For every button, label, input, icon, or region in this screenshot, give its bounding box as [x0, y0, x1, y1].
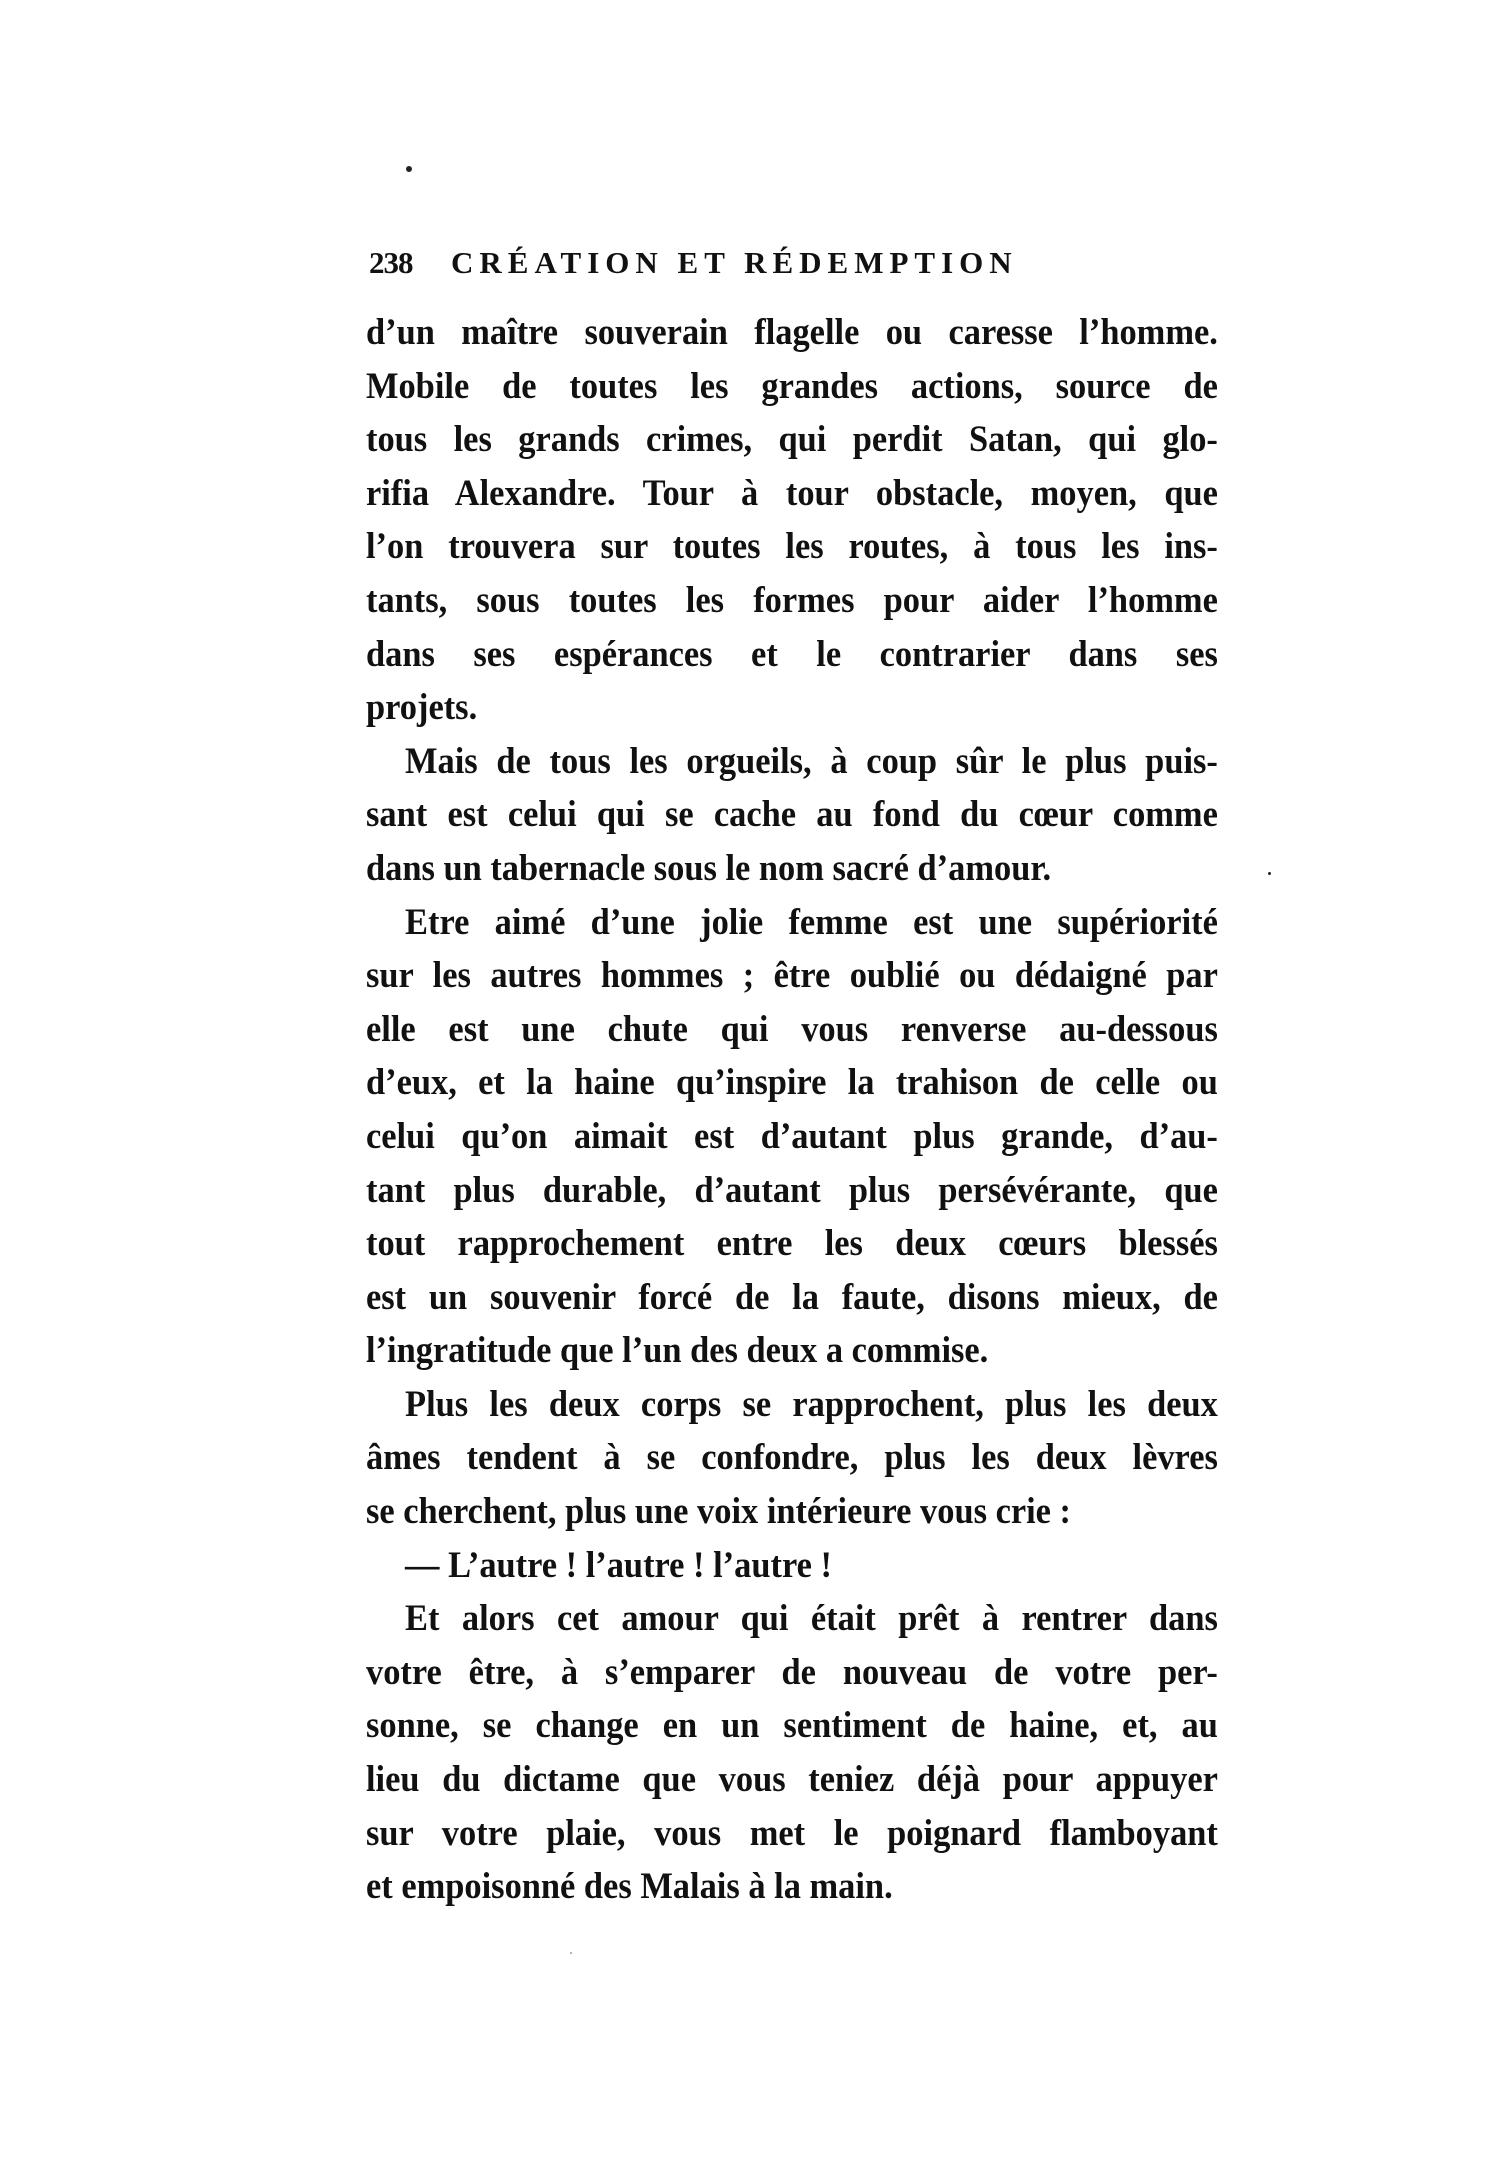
print-speck — [570, 1952, 572, 1954]
text-line: Et alors cet amour qui était prêt à rentrer dans — [405, 1598, 1218, 1640]
text-line: lieu du dictame que vous teniez déjà pour appuyer — [366, 1759, 1218, 1801]
text-line: Etre aimé d’une jolie femme est une supériorité — [405, 901, 1218, 943]
text-line: rifia Alexandre. Tour à tour obstacle, moyen, que — [366, 472, 1218, 514]
paragraph — [366, 306, 1218, 735]
text-line: sant est celui qui se cache au fond du cœur comme — [366, 794, 1218, 836]
text-line: d’un maître souverain flagelle ou caresse l’homme. — [366, 312, 1218, 353]
running-header — [369, 240, 1219, 286]
running-title: CRÉATION ET RÉDEMPTION — [451, 245, 1018, 280]
paragraph — [366, 1378, 1218, 1539]
text-line: sur votre plaie, vous met le poignard flamboyant — [366, 1812, 1218, 1854]
text-line: elle est une chute qui vous renverse au-dessous — [366, 1008, 1218, 1050]
paragraph — [366, 896, 1218, 1378]
text-line: dans un tabernacle sous le nom sacré d’amour. — [366, 847, 1052, 889]
text-line: projets. — [366, 687, 478, 729]
paragraph — [366, 735, 1218, 896]
text-line: l’ingratitude que l’un des deux a commise. — [366, 1330, 989, 1372]
paragraph — [366, 1592, 1218, 1914]
text-line: Plus les deux corps se rapprochent, plus les deux — [405, 1383, 1218, 1425]
paragraph — [366, 1539, 1218, 1593]
text-line: âmes tendent à se confondre, plus les deux lèvres — [366, 1437, 1218, 1479]
text-line: sonne, se change en un sentiment de haine, et, au — [366, 1705, 1218, 1747]
text-line: est un souvenir forcé de la faute, disons mieux, de — [366, 1276, 1218, 1318]
text-line: sur les autres hommes ; être oublié ou dédaigné par — [366, 955, 1218, 997]
text-line: l’on trouvera sur toutes les routes, à tous les ins- — [366, 526, 1218, 568]
text-line: dans ses espérances et le contrarier dans ses — [366, 633, 1218, 675]
text-line: celui qu’on aimait est d’autant plus grande, d’au- — [366, 1115, 1218, 1157]
text-line: tants, sous toutes les formes pour aider l’homme — [366, 579, 1218, 621]
text-line: et empoisonné des Malais à la main. — [366, 1866, 893, 1908]
text-line: tant plus durable, d’autant plus persévérante, que — [366, 1169, 1218, 1211]
text-line: votre être, à s’emparer de nouveau de votre per- — [366, 1651, 1218, 1693]
text-line: Mais de tous les orgueils, à coup sûr le plus puis- — [405, 740, 1218, 782]
print-speck — [406, 166, 412, 172]
page-body-text — [366, 306, 1218, 1914]
text-line: tous les grands crimes, qui perdit Satan, qui glo- — [366, 419, 1218, 461]
page-number: 238 — [369, 245, 413, 280]
print-speck — [1268, 872, 1271, 875]
text-line: — L’autre ! l’autre ! l’autre ! — [405, 1544, 832, 1586]
text-line: Mobile de toutes les grandes actions, source de — [366, 365, 1218, 407]
text-line: tout rapprochement entre les deux cœurs blessés — [366, 1223, 1218, 1265]
text-line: d’eux, et la haine qu’inspire la trahison de celle ou — [366, 1062, 1218, 1104]
text-line: se cherchent, plus une voix intérieure vous crie : — [366, 1491, 1072, 1533]
